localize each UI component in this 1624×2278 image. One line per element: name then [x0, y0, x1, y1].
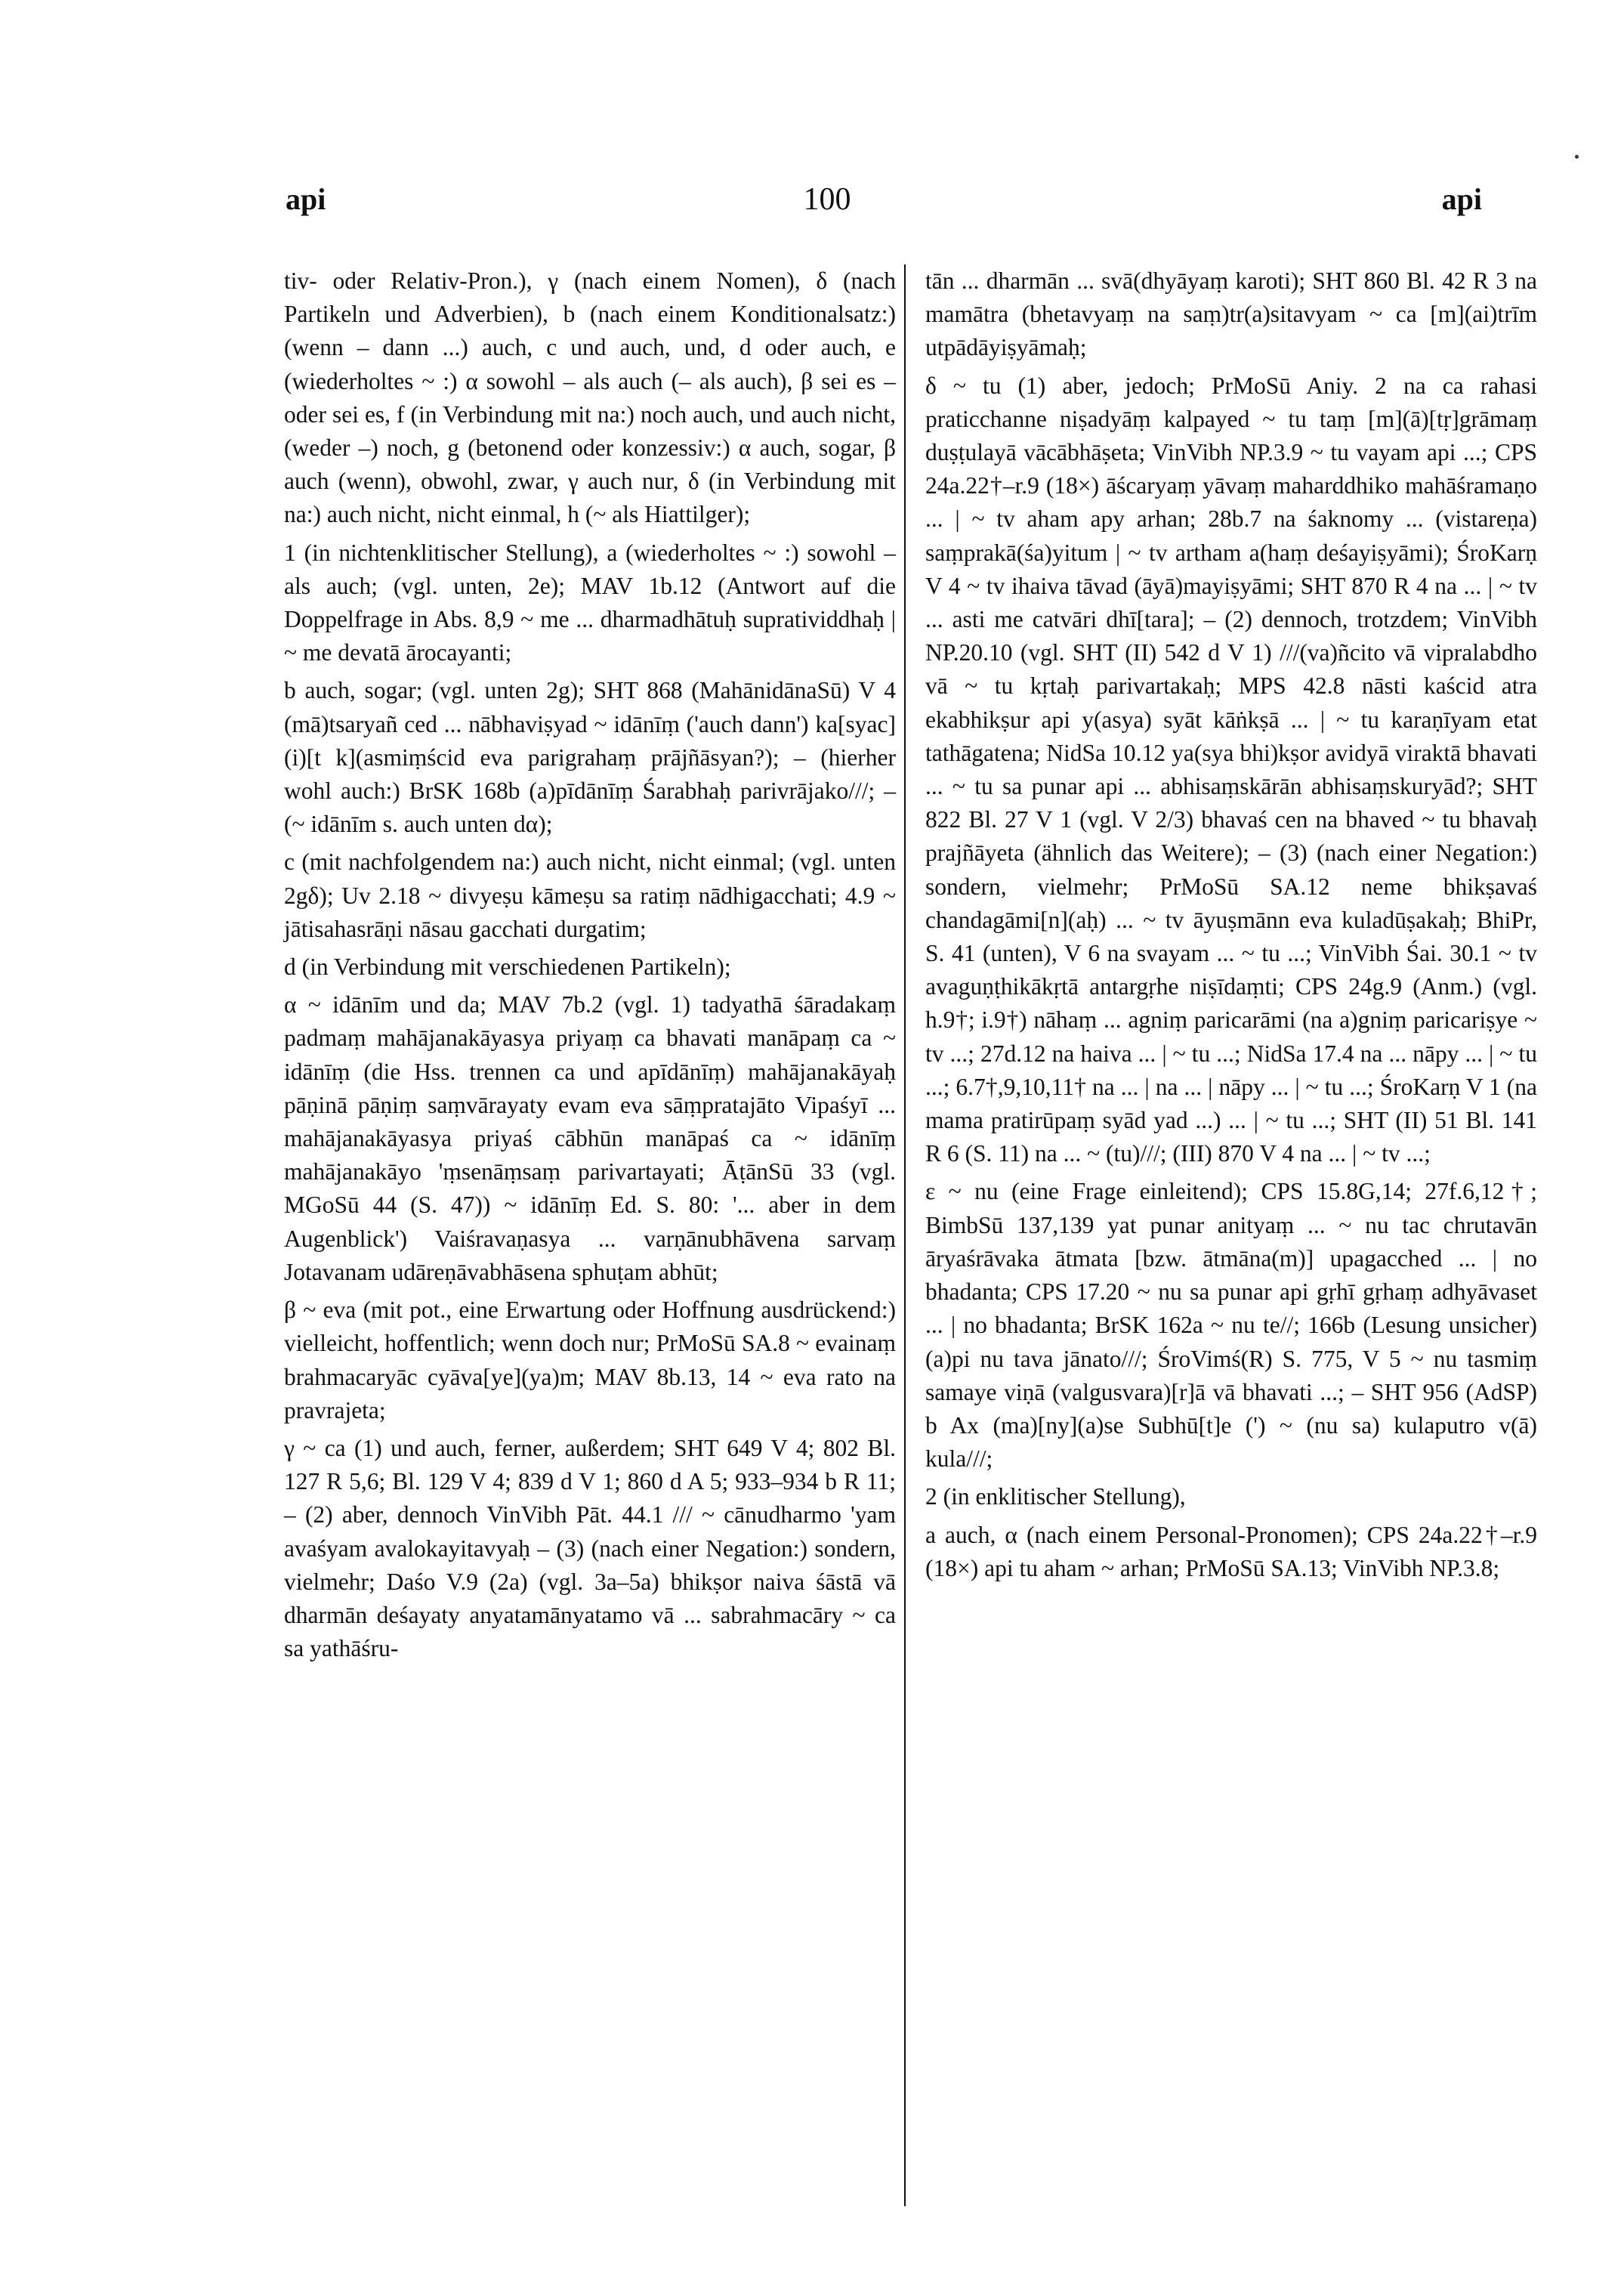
entry-paragraph: ε ~ nu (eine Frage einleitend); CPS 15.8G,14; 27f.6,12†; BimbSū 137,139 yat punar anityaṃ ... ~ nu tac chrutavān āryaśrāvaka ātmata [bzw. ātmāna(m)] upagacched ... | no bhadanta; CPS 17.20 ~ nu sa punar api gṛhī gṛhaṃ adhyāvaset ... | no bhadanta; BrSK 162a ~ nu te//; 166b (Lesung unsicher) (a)pi nu tava jānato///; ŚroVimś(R) S. 775, V 5 ~ nu tasmiṃ samaye viṇā (valgusvara)[r]ā vā bhavati ...; – SHT 956 (AdSP) b Ax (ma)[ny](a)se Subhū[t]e (') ~ (nu sa) kulaputro v(ā) kula///;: [925, 1178, 1537, 1473]
entry-paragraph: 2 (in enklitischer Stellung),: [925, 1483, 1186, 1510]
entry-paragraph: d (in Verbindung mit verschiedenen Partikeln);: [284, 954, 731, 981]
left-column: [284, 264, 896, 1670]
entry-paragraph: tiv- oder Relativ-Pron.), γ (nach einem Nomen), δ (nach Partikeln und Adverbien), b (nach einem Konditionalsatz:) (wenn – dann ...) auch, c und auch, und, d oder auch, e (wiederholtes ~ :) α sowohl – als auch (– als auch), β sei es – oder sei es, f (in Verbindung mit na:) noch auch, und auch nicht, (weder –) noch, g (betonend oder konzessiv:) α auch, sogar, β auch (wenn), obwohl, zwar, γ auch nur, δ (in Verbindung mit na:) auch nicht, nicht einmal, h (~ als Hiattilger);: [284, 267, 896, 528]
speck-mark: [1575, 155, 1579, 159]
entry-paragraph: c (mit nachfolgendem na:) auch nicht, nicht einmal; (vgl. unten 2gδ); Uv 2.18 ~ divyeṣu kāmeṣu sa ratiṃ nādhigacchati; 4.9 ~ jātisahasrāṇi nāsau gacchati durgatim;: [284, 848, 896, 942]
entry-paragraph: b auch, sogar; (vgl. unten 2g); SHT 868 (MahānidānaSū) V 4 (mā)tsaryañ ced ... nābhaviṣyad ~ idānīṃ ('auch dann') ka[syac](i)[t k](asmiṃścid eva parigrahaṃ prājñāsyan?); – (hierher wohl auch:) BrSK 168b (a)pīdānīṃ Śarabhaḥ parivrājako///; – (~ idānīm s. auch unten dα);: [284, 677, 896, 838]
header-right-keyword: api: [1441, 182, 1482, 216]
entry-paragraph: tān ... dharmān ... svā(dhyāyaṃ karoti); SHT 860 Bl. 42 R 3 na mamātra (bhetavyaṃ na saṃ)tr(a)sitavyam ~ ca [m](ai)trīm utpādāyiṣyāmaḥ;: [925, 267, 1537, 361]
column-divider: [904, 264, 906, 2206]
entry-paragraph: γ ~ ca (1) und auch, ferner, außerdem; SHT 649 V 4; 802 Bl. 127 R 5,6; Bl. 129 V 4; 839 d V 1; 860 d A 5; 933–934 b R 11; – (2) aber, dennoch VinVibh Pāt. 44.1 /// ~ cānudharmo 'yam avaśyam avalokayitavyaḥ – (3) (nach einer Negation:) sondern, vielmehr; Daśo V.9 (2a) (vgl. 3a–5a) bhikṣor naiva śāstā vā dharmān deśayaty anyatamānyatamo vā ... sabrahmacāry ~ ca sa yathāśru-: [284, 1434, 896, 1662]
entry-paragraph: α ~ idānīm und da; MAV 7b.2 (vgl. 1) tadyathā śāradakaṃ padmaṃ mahājanakāyasya priyaṃ ca bhavati manāpaṃ ca ~ idānīṃ (die Hss. trennen ca und apīdānīṃ) mahājanakāyaḥ pāṇinā pāṇiṃ saṃvārayaty evam eva sāṃpratajāto Vipaśyī ... mahājanakāyasya priyaś cābhūn manāpaś ca ~ idānīṃ mahājanakāyo 'ṃsenāṃsaṃ parivartayati; ĀṭānSū 33 (vgl. MGoSū 44 (S. 47)) ~ idānīṃ Ed. S. 80: '... aber in dem Augenblick') Vaiśravaṇasya ... varṇānubhāvena sarvaṃ Jotavanam udāreṇāvabhāsena sphuṭam abhūt;: [284, 991, 896, 1285]
entry-paragraph: 1 (in nichtenklitischer Stellung), a (wiederholtes ~ :) sowohl – als auch; (vgl. unten, 2e); MAV 1b.12 (Antwort auf die Doppelfrage in Abs. 8,9 ~ me ... dharmadhātuḥ supratividdhaḥ | ~ me devatā ārocayanti;: [284, 539, 896, 666]
right-column: [925, 264, 1537, 1590]
entry-paragraph: δ ~ tu (1) aber, jedoch; PrMoSū Aniy. 2 na ca rahasi praticchanne niṣadyāṃ kalpayed ~ tu taṃ [m](ā)[tṛ]grāmaṃ duṣṭulayā vācābhāṣeta; VinVibh NP.3.9 ~ tu vayam api ...; CPS 24a.22†–r.9 (18×) āścaryaṃ yāvaṃ maharddhiko mahāśramaṇo ... | ~ tv aham apy arhan; 28b.7 na śaknomy ... (vistareṇa) saṃprakā(śa)yitum | ~ tv artham a(haṃ deśayiṣyāmi); ŚroKarṇ V 4 ~ tv ihaiva tāvad (āyā)mayiṣyāmi; SHT 870 R 4 na ... | ~ tv ... asti me catvāri dhī[tara]; – (2) dennoch, trotzdem; VinVibh NP.20.10 (vgl. SHT (II) 542 d V 1) ///(va)ñcito vā vipralabdho vā ~ tu kṛtaḥ parivartakaḥ; MPS 42.8 nāsti kaścid atra ekabhikṣur api y(asya) syāt kāṅkṣā ... | ~ tu karaṇīyam etat tathāgatena; NidSa 10.12 ya(sya bhi)kṣor avidyā viraktā bhavati ... ~ tu sa punar api ... abhisaṃskārān abhisaṃskuryād?; SHT 822 Bl. 27 V 1 (vgl. V 2/3) bhavaś cen na bhaved ~ tu bhavaḥ prajñāyeta (ähnlich das Weitere); – (3) (nach einer Negation:) sondern, vielmehr; PrMoSū SA.12 neme bhikṣavaś chandagāmi[n](aḥ) ... ~ tv āyuṣmānn eva kuladūṣakaḥ; BhiPr, S. 41 (unten), V 6 na svayam ... ~ tu ...; VinVibh Śai. 30.1 ~ tv avaguṇṭhikākṛtā antargṛhe niṣīdaṃti; CPS 24g.9 (Anm.) (vgl. h.9†; i.9†) nāhaṃ ... agniṃ paricarāmi (na a)gniṃ paricariṣye ~ tv ...; 27d.12 na haiva ... | ~ tu ...; NidSa 17.4 na ... nāpy ... | ~ tu ...; 6.7†,9,10,11† na ... | na ... | nāpy ... | ~ tu ...; ŚroKarṇ V 1 (na mama pratirūpaṃ syād yad ...) ... | ~ tu ...; SHT (II) 51 Bl. 141 R 6 (S. 11) na ... ~ (tu)///; (III) 870 V 4 na ... | ~ tv ...;: [925, 372, 1537, 1167]
entry-paragraph: β ~ eva (mit pot., eine Erwartung oder Hoffnung ausdrückend:) vielleicht, hoffentlich; wenn doch nur; PrMoSū SA.8 ~ evainaṃ brahmacaryāc cyāva[ye](ya)m; MAV 8b.13, 14 ~ eva rato na pravrajeta;: [284, 1297, 896, 1423]
header-left-keyword: api: [286, 182, 326, 216]
entry-paragraph: a auch, α (nach einem Personal-Pronomen); CPS 24a.22†–r.9 (18×) api tu aham ~ arhan; PrMoSū SA.13; VinVibh NP.3.8;: [925, 1521, 1537, 1581]
page-number: 100: [803, 182, 851, 217]
